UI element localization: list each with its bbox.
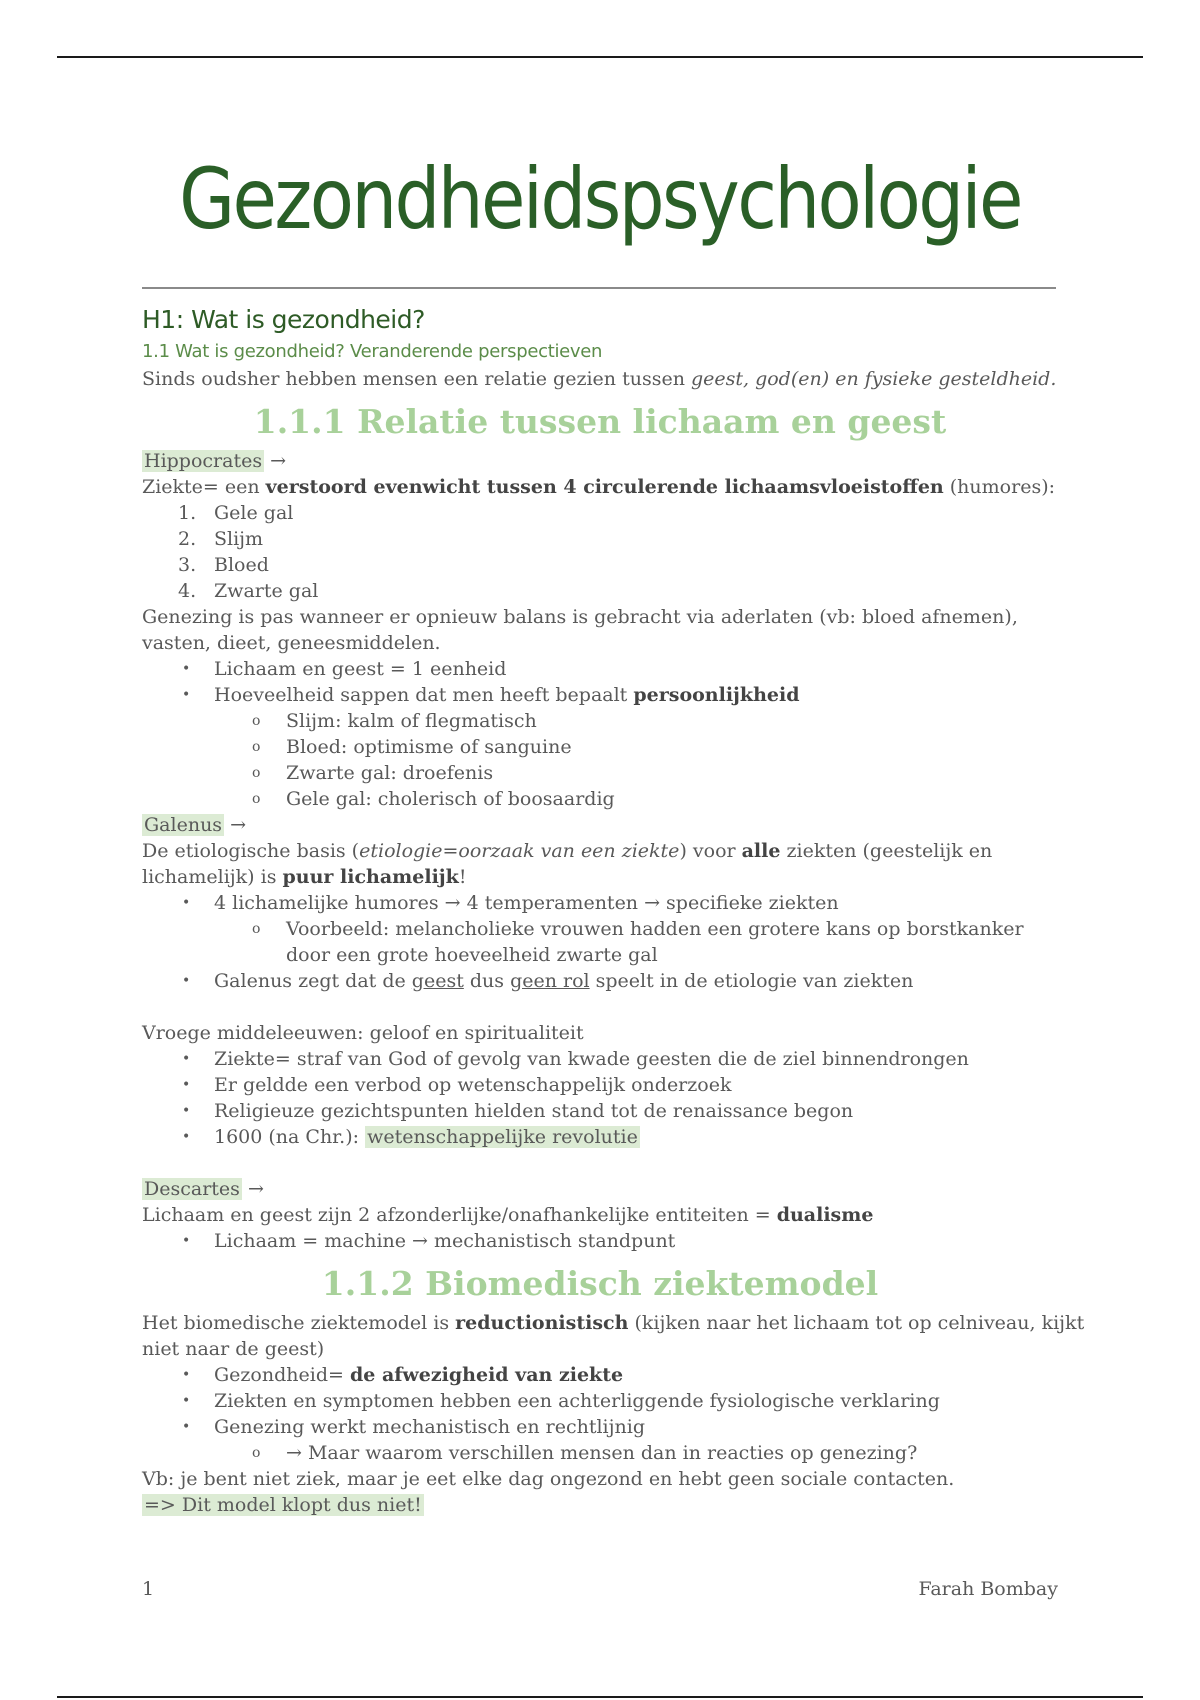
spacer	[142, 1150, 1058, 1176]
bullet-icon: •	[182, 1051, 191, 1067]
list-item: • Galenus zegt dat de geest dus geen rol speelt in de etiologie van ziekten	[182, 970, 914, 992]
bullet-icon: •	[182, 973, 191, 989]
page-number: 1	[142, 1578, 155, 1600]
biomedisch-paragraph-line2: niet naar de geest)	[142, 1338, 325, 1360]
bullet-icon: •	[182, 1419, 191, 1435]
intro-paragraph: Sinds oudsher hebben mensen een relatie gezien tussen geest, god(en) en fysieke gesteldheid.	[142, 368, 1057, 390]
list-item: 3. Bloed	[178, 554, 269, 576]
bullet-icon: •	[182, 1129, 191, 1145]
descartes-bullets	[142, 1228, 1058, 1254]
hippocrates-label: Hippocrates →	[144, 450, 287, 472]
list-item: 1. Gele gal	[178, 502, 294, 524]
list-item: • 1600 (na Chr.): wetenschappelijke revolutie	[182, 1126, 638, 1148]
list-item: • Genezing werkt mechanistisch en rechtlijnig	[182, 1416, 645, 1438]
title-divider	[142, 287, 1056, 289]
ziekte-definition: Ziekte= een verstoord evenwicht tussen 4 circulerende lichaamsvloeistoffen (humores):	[142, 476, 1056, 498]
descartes-paragraph: Lichaam en geest zijn 2 afzonderlijke/onafhankelijke entiteiten = dualisme	[142, 1204, 874, 1226]
spacer	[142, 994, 1058, 1020]
sub-bullet-icon: o	[252, 921, 261, 937]
list-item: • 4 lichamelijke humores → 4 temperamenten → specifieke ziekten	[182, 892, 839, 914]
bullet-icon: •	[182, 1077, 191, 1093]
document-title: Gezondheidspsychologie	[179, 150, 1021, 248]
middeleeuwen-bullets	[142, 1046, 1058, 1150]
sub-list-item-continuation: door een grote hoeveelheid zwarte gal	[286, 944, 658, 966]
descartes-label: Descartes →	[144, 1178, 264, 1200]
subsection-heading-112: 1.1.2 Biomedisch ziektemodel	[321, 1264, 879, 1303]
sub-bullet-icon: o	[252, 765, 261, 781]
sub-list-item: o Bloed: optimisme of sanguine	[252, 736, 572, 758]
list-item: • Er geldde een verbod op wetenschappelijk onderzoek	[182, 1074, 732, 1096]
sub-list-item: o Slijm: kalm of flegmatisch	[252, 710, 537, 732]
top-rule	[57, 56, 1143, 58]
bottom-rule	[57, 1696, 1143, 1698]
genezing-paragraph-line1: Genezing is pas wanneer er opnieuw balans is gebracht via aderlaten (vb: bloed afnemen),	[142, 606, 1018, 628]
bullet-icon: •	[182, 1367, 191, 1383]
humores-list	[142, 500, 1058, 604]
bullet-icon: •	[182, 1393, 191, 1409]
example-sentence: Vb: je bent niet ziek, maar je eet elke dag ongezond en hebt geen sociale contacten.	[142, 1468, 955, 1490]
biomedisch-paragraph-line1: Het biomedische ziektemodel is reductionistisch (kijken naar het lichaam tot op celniveau, kijkt	[142, 1312, 1085, 1334]
sub-bullet-icon: o	[252, 713, 261, 729]
list-item: • Hoeveelheid sappen dat men heeft bepaalt persoonlijkheid	[182, 684, 800, 706]
bullet-icon: •	[182, 661, 191, 677]
sub-bullet-icon: o	[252, 1445, 261, 1461]
hippocrates-bullets	[142, 656, 1058, 812]
bullet-icon: •	[182, 895, 191, 911]
list-item: 4. Zwarte gal	[178, 580, 319, 602]
sub-bullet-icon: o	[252, 739, 261, 755]
list-item: • Religieuze gezichtspunten hielden stand tot de renaissance begon	[182, 1100, 854, 1122]
document-body	[142, 300, 1085, 1518]
list-item: • Ziekten en symptomen hebben een achterliggende fysiologische verklaring	[182, 1390, 940, 1412]
list-item: • Lichaam = machine → mechanistisch standpunt	[182, 1230, 676, 1252]
galenus-paragraph-line1: De etiologische basis (etiologie=oorzaak van een ziekte) voor alle ziekten (geestelijk en	[142, 840, 993, 862]
bullet-icon: •	[182, 1103, 191, 1119]
section-heading: 1.1 Wat is gezondheid? Veranderende perspectieven	[142, 341, 603, 362]
bullet-icon: •	[182, 1233, 191, 1249]
chapter-heading: H1: Wat is gezondheid?	[142, 305, 425, 334]
middeleeuwen-intro: Vroege middeleeuwen: geloof en spiritualiteit	[142, 1022, 584, 1044]
list-item: • Ziekte= straf van God of gevolg van kwade geesten die de ziel binnendrongen	[182, 1048, 969, 1070]
list-item: 2. Slijm	[178, 528, 264, 550]
subsection-heading-111: 1.1.1 Relatie tussen lichaam en geest	[253, 402, 947, 441]
galenus-bullets	[142, 890, 1058, 994]
list-item: • Gezondheid= de afwezigheid van ziekte	[182, 1364, 624, 1386]
galenus-label: Galenus →	[144, 814, 247, 836]
bullet-icon: •	[182, 687, 191, 703]
sub-list-item: o Gele gal: cholerisch of boosaardig	[252, 788, 615, 810]
sub-list-item: o → Maar waarom verschillen mensen dan in reacties op genezing?	[252, 1442, 918, 1464]
author-name: Farah Bombay	[918, 1578, 1058, 1600]
sub-list-item: o Zwarte gal: droefenis	[252, 762, 494, 784]
galenus-paragraph-line2: lichamelijk) is puur lichamelijk!	[142, 866, 467, 888]
biomedisch-bullets	[142, 1362, 1058, 1466]
sub-list-item: o Voorbeeld: melancholieke vrouwen hadden een grotere kans op borstkanker	[252, 918, 1024, 940]
genezing-paragraph-line2: vasten, dieet, geneesmiddelen.	[142, 632, 441, 654]
list-item: • Lichaam en geest = 1 eenheid	[182, 658, 507, 680]
sub-bullet-icon: o	[252, 791, 261, 807]
conclusion-line: => Dit model klopt dus niet!	[144, 1494, 422, 1516]
